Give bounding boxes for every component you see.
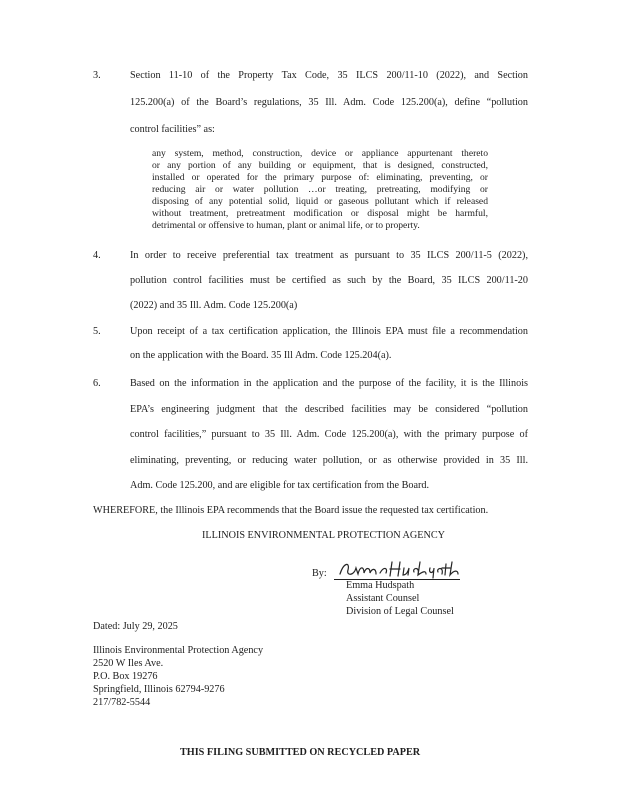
address-line: Springfield, Illinois 62794-9276 [93, 684, 225, 695]
paragraph-line: 125.200(a) of the Board’s regulations, 35 Ill. Adm. Code 125.200(a), define “pollution [130, 97, 528, 108]
paragraph-line: control facilities” as: [130, 124, 215, 135]
handwritten-signature [336, 558, 462, 580]
quote-line: reducing air or water pollution …or treating, pretreating, modifying or [152, 184, 488, 195]
date-line: Dated: July 29, 2025 [93, 621, 178, 632]
by-label: By: [312, 568, 327, 579]
paragraph-line: In order to receive preferential tax treatment as pursuant to 35 ILCS 200/11-5 (2022), [130, 250, 528, 261]
paragraph-line: Based on the information in the application and the purpose of the facility, it is the Illinois [130, 378, 528, 389]
address-line: Illinois Environmental Protection Agency [93, 645, 264, 656]
item-number: 5. [93, 326, 101, 337]
item-number: 4. [93, 250, 101, 261]
paragraph-line: Adm. Code 125.200, and are eligible for tax certification from the Board. [130, 480, 430, 491]
quote-line: installed or operated for the primary purpose of: eliminating, preventing, or [152, 172, 488, 183]
address-line: 2520 W Iles Ave. [93, 658, 164, 669]
wherefore-clause: WHEREFORE, the Illinois EPA recommends that the Board issue the requested tax certification. [93, 505, 489, 516]
quote-line: disposing of any potential solid, liquid or gaseous pollutant which if released [152, 196, 488, 207]
quote-line: or any portion of any building or equipment, that is designed, constructed, [152, 160, 488, 171]
recycled-paper-footer: THIS FILING SUBMITTED ON RECYCLED PAPER [180, 747, 421, 758]
quote-line: any system, method, construction, device or appliance appurtenant thereto [152, 148, 488, 159]
paragraph-line: (2022) and 35 Ill. Adm. Code 125.200(a) [130, 300, 298, 311]
address-line: 217/782-5544 [93, 697, 151, 708]
signer-title: Assistant Counsel [346, 593, 420, 604]
agency-heading: ILLINOIS ENVIRONMENTAL PROTECTION AGENCY [202, 530, 446, 541]
address-line: P.O. Box 19276 [93, 671, 158, 682]
item-number: 6. [93, 378, 101, 389]
paragraph-line: Upon receipt of a tax certification application, the Illinois EPA must file a recommendation [130, 326, 528, 337]
paragraph-line: control facilities,” pursuant to 35 Ill. Adm. Code 125.200(a), with the primary purpose of [130, 429, 528, 440]
paragraph-line: pollution control facilities must be certified as such by the Board, 35 ILCS 200/11-20 [130, 275, 528, 286]
signer-name: Emma Hudspath [346, 580, 415, 591]
quote-line: without treatment, pretreatment modification or disposal might be harmful, [152, 208, 488, 219]
item-number: 3. [93, 70, 101, 81]
paragraph-line: eliminating, preventing, or reducing water pollution, or as otherwise provided in 35 Ill. [130, 455, 528, 466]
signer-division: Division of Legal Counsel [346, 606, 454, 617]
quote-line: detrimental or offensive to human, plant or animal life, or to property. [152, 220, 420, 231]
paragraph-line: on the application with the Board. 35 Ill Adm. Code 125.204(a). [130, 350, 392, 361]
paragraph-line: EPA’s engineering judgment that the described facilities may be considered “pollution [130, 404, 528, 415]
paragraph-line: Section 11-10 of the Property Tax Code, 35 ILCS 200/11-10 (2022), and Section [130, 70, 528, 81]
